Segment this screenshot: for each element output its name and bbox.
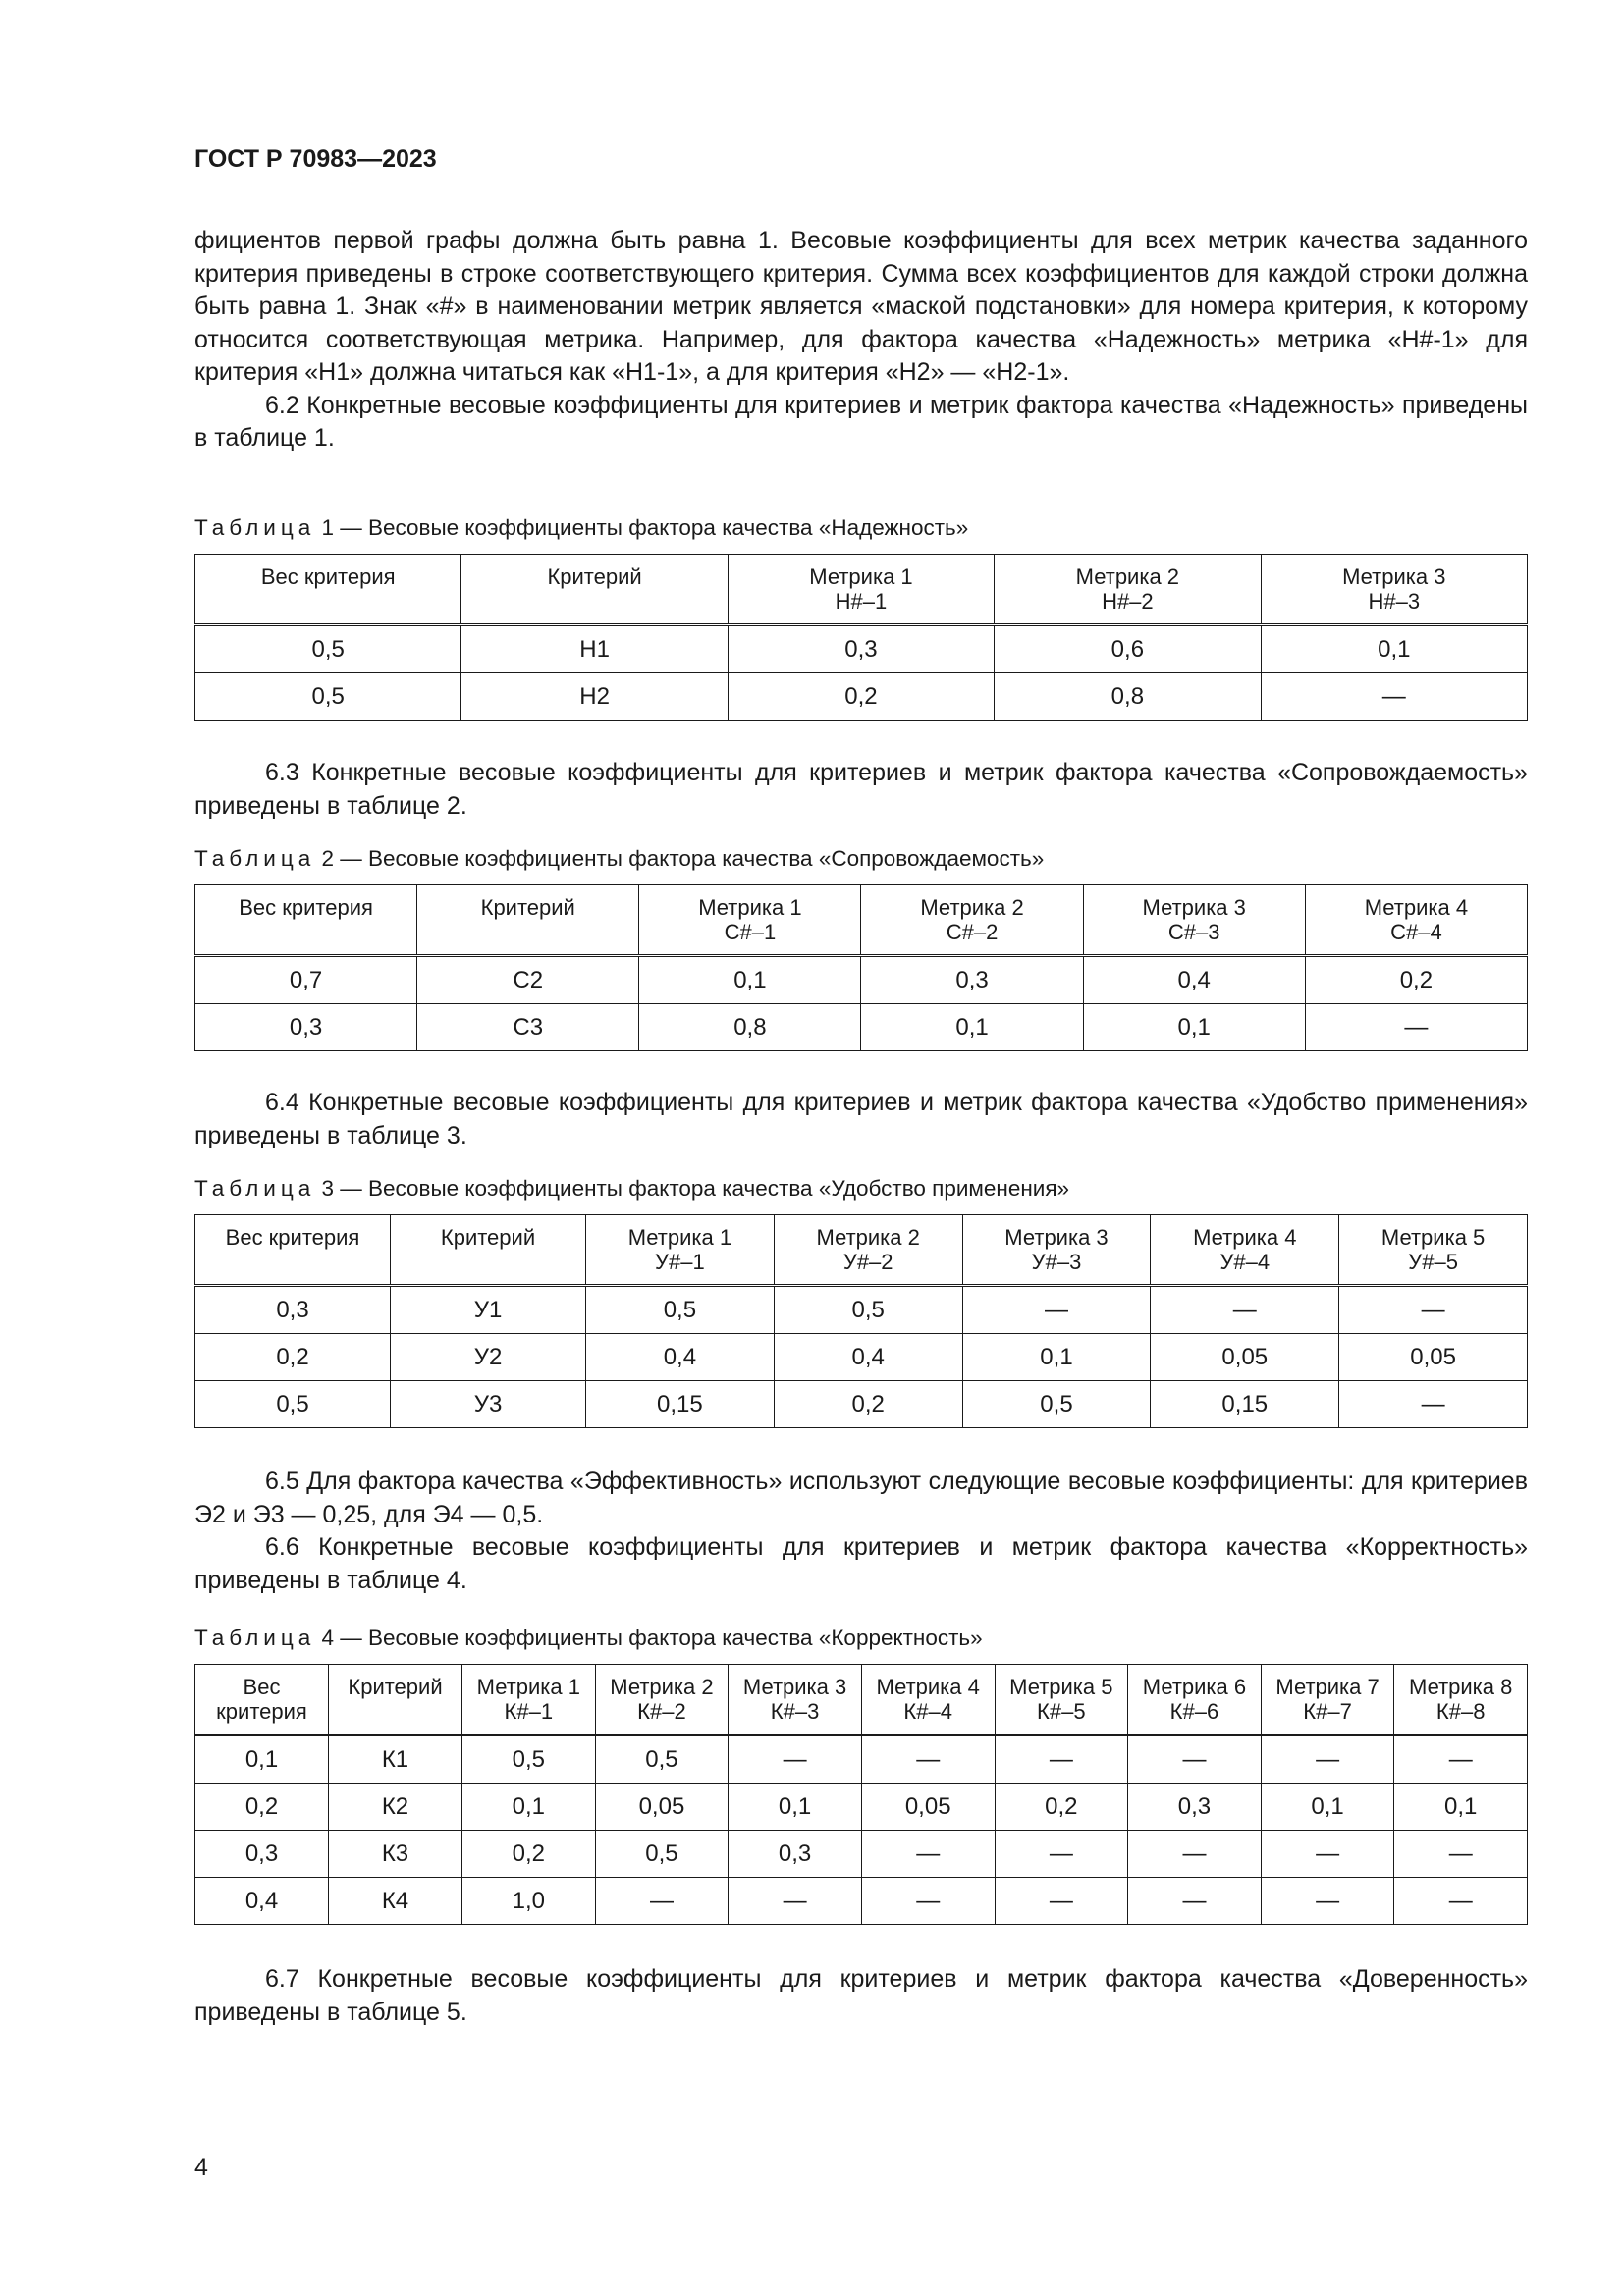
column-header-line-1: Метрика 2 — [920, 895, 1024, 920]
table-cell: — — [1339, 1286, 1528, 1334]
table-cell: 0,1 — [861, 1004, 1083, 1051]
table-cell: — — [1394, 1878, 1528, 1925]
table-cell: 0,2 — [728, 673, 994, 721]
table-cell: 0,5 — [595, 1735, 729, 1784]
column-header-line-1: Метрика 3 — [1142, 895, 1246, 920]
paragraph-6-5: 6.5 Для фактора качества «Эффективность» используют следующие весовые коэффициенты: для критериев Э2 и Э3 — 0,25, для Э4 — 0,5. — [194, 1468, 1528, 1528]
table-caption-text: 2 — Весовые коэффициенты фактора качества «Сопровождаемость» — [315, 846, 1045, 871]
table-cell: 0,1 — [195, 1735, 329, 1784]
table-row — [195, 625, 1528, 673]
column-header-line-1: Метрика 3 — [1004, 1225, 1109, 1250]
table-4 — [194, 1664, 1528, 1925]
table-cell: — — [995, 1878, 1128, 1925]
column-header-line-1: Метрика 7 — [1275, 1675, 1380, 1699]
column-header-line-2: С#–2 — [946, 920, 999, 944]
table-cell: 0,2 — [1305, 956, 1527, 1004]
table-caption-text: 4 — Весовые коэффициенты фактора качества «Корректность» — [315, 1626, 983, 1650]
table-cell: 0,3 — [728, 625, 994, 673]
table-cell: К3 — [329, 1831, 462, 1878]
column-header-line-2: К#–8 — [1435, 1699, 1486, 1724]
table-cell: К2 — [329, 1784, 462, 1831]
table-row — [195, 1878, 1528, 1925]
table-cell: — — [1261, 1735, 1394, 1784]
table-cell: 0,5 — [195, 1381, 391, 1428]
table-cell: 0,3 — [861, 956, 1083, 1004]
table-caption-text: 3 — Весовые коэффициенты фактора качества «Удобство применения» — [315, 1176, 1070, 1201]
table-cell: 0,05 — [861, 1784, 995, 1831]
table-cell: У1 — [391, 1286, 586, 1334]
table-cell: 0,3 — [195, 1831, 329, 1878]
table-cell: — — [995, 1831, 1128, 1878]
table-2-caption — [194, 846, 1528, 872]
table-header-row — [195, 885, 1528, 956]
column-header — [1339, 1215, 1528, 1286]
table-cell: 0,1 — [1261, 625, 1527, 673]
column-header-line-2: У#–3 — [1031, 1250, 1082, 1274]
table-cell: У2 — [391, 1334, 586, 1381]
table-cell: 0,1 — [1083, 1004, 1305, 1051]
table-row — [195, 1334, 1528, 1381]
column-header — [586, 1215, 775, 1286]
table-3-caption — [194, 1176, 1528, 1201]
paragraph-6-3-block — [194, 757, 1528, 823]
table-cell: С2 — [417, 956, 639, 1004]
column-header-line-1: Метрика 1 — [476, 1675, 580, 1699]
column-header — [1151, 1215, 1339, 1286]
column-header-line-1: Метрика 4 — [1193, 1225, 1297, 1250]
column-header — [639, 885, 861, 956]
paragraph-6-3: 6.3 Конкретные весовые коэффициенты для критериев и метрик фактора качества «Сопровождаемость» приведены в таблице 2. — [194, 759, 1528, 820]
table-cell: 0,1 — [1394, 1784, 1528, 1831]
intro-continuation: фициентов первой графы должна быть равна 1. Весовые коэффициенты для всех метрик качества заданного критерия приведены в строке соответствующего критерия. Сумма всех коэффициентов для каждой строки должна быть равна 1. Знак «#» в наименовании метрик является «маской подстановки» для номера критерия, к которому относится соответствующая метрика. Например, для фактора качества «Надежность» метрика «Н#-1» для критерия «Н1» должна читаться как «Н1-1», а для критерия «Н2» — «Н2-1». — [194, 227, 1528, 386]
table-row — [195, 1286, 1528, 1334]
column-header-line-1: Метрика 2 — [610, 1675, 714, 1699]
column-header-line-1: Вес критерия — [260, 564, 396, 589]
table-cell: 0,5 — [774, 1286, 962, 1334]
table-cell: — — [1151, 1286, 1339, 1334]
paragraph-6-2: 6.2 Конкретные весовые коэффициенты для критериев и метрик фактора качества «Надежность» приведены в таблице 1. — [194, 391, 1528, 452]
table-cell: — — [1128, 1735, 1262, 1784]
column-header-line-1: Метрика 1 — [698, 895, 802, 920]
table-caption-word: Таблица — [194, 846, 316, 871]
table-cell: 0,1 — [1261, 1784, 1394, 1831]
table-cell: — — [1128, 1831, 1262, 1878]
table-cell: 0,5 — [195, 625, 461, 673]
column-header — [417, 885, 639, 956]
column-header — [962, 1215, 1151, 1286]
column-header-line-1: Метрика 2 — [816, 1225, 920, 1250]
table-cell: — — [729, 1735, 862, 1784]
table-cell: — — [1305, 1004, 1527, 1051]
column-header-line-2: критерия — [216, 1699, 307, 1724]
column-header — [1305, 885, 1527, 956]
column-header-line-1: Метрика 5 — [1380, 1225, 1486, 1250]
column-header — [1261, 555, 1527, 625]
column-header-line-1: Метрика 5 — [1009, 1675, 1113, 1699]
intro-section — [194, 225, 1528, 455]
paragraph-6-4-block — [194, 1087, 1528, 1152]
column-header-line-1: Метрика 4 — [876, 1675, 980, 1699]
table-cell: 0,4 — [195, 1878, 329, 1925]
table-cell: 0,8 — [995, 673, 1261, 721]
table-cell: 0,2 — [195, 1334, 391, 1381]
column-header — [728, 555, 994, 625]
table-cell: — — [861, 1735, 995, 1784]
column-header-line-2: С#–1 — [724, 920, 777, 944]
table-cell: 0,3 — [195, 1004, 417, 1051]
column-header — [1394, 1665, 1528, 1735]
table-cell: 0,1 — [729, 1784, 862, 1831]
column-header — [1083, 885, 1305, 956]
column-header-line-1: Критерий — [547, 564, 642, 589]
table-cell: 0,15 — [1151, 1381, 1339, 1428]
table-cell: 0,15 — [586, 1381, 775, 1428]
column-header-line-2: У#–1 — [655, 1250, 705, 1274]
column-header-line-2: К#–6 — [1169, 1699, 1219, 1724]
column-header — [774, 1215, 962, 1286]
column-header-line-1: Метрика 3 — [1342, 564, 1446, 589]
table-cell: 0,3 — [1128, 1784, 1262, 1831]
column-header-line-1: Вес критерия — [239, 895, 373, 920]
table-cell: — — [1339, 1381, 1528, 1428]
table-cell: 0,2 — [195, 1784, 329, 1831]
table-cell: 0,1 — [462, 1784, 596, 1831]
table-cell: К1 — [329, 1735, 462, 1784]
table-cell: — — [1394, 1735, 1528, 1784]
column-header-line-1: Вес — [243, 1675, 281, 1699]
standard-header: ГОСТ Р 70983—2023 — [194, 145, 437, 173]
table-cell: У3 — [391, 1381, 586, 1428]
table-caption-word: Таблица — [194, 1176, 316, 1201]
table-2-block — [194, 846, 1528, 1051]
table-caption-word: Таблица — [194, 515, 316, 540]
table-cell: 0,4 — [586, 1334, 775, 1381]
paragraph-6-7-block — [194, 1963, 1528, 2029]
column-header-line-2: К#–1 — [504, 1699, 554, 1724]
column-header — [462, 1665, 596, 1735]
table-cell: К4 — [329, 1878, 462, 1925]
column-header-line-2: С#–3 — [1167, 920, 1220, 944]
column-header — [391, 1215, 586, 1286]
table-cell: 0,4 — [774, 1334, 962, 1381]
table-cell: — — [595, 1878, 729, 1925]
table-cell: — — [1394, 1831, 1528, 1878]
table-cell: Н1 — [461, 625, 728, 673]
column-header-line-1: Критерий — [348, 1675, 443, 1699]
table-cell: 0,2 — [774, 1381, 962, 1428]
column-header-line-1: Вес критерия — [225, 1225, 360, 1250]
table-cell: — — [729, 1878, 862, 1925]
column-header-line-1: Метрика 4 — [1364, 895, 1469, 920]
column-header-line-1: Метрика 8 — [1409, 1675, 1513, 1699]
table-4-block — [194, 1626, 1528, 1925]
column-header — [195, 555, 461, 625]
table-header-row — [195, 1215, 1528, 1286]
table-header-row — [195, 555, 1528, 625]
paragraph-6-4: 6.4 Конкретные весовые коэффициенты для критериев и метрик фактора качества «Удобство применения» приведены в таблице 3. — [194, 1089, 1528, 1149]
table-cell: — — [861, 1831, 995, 1878]
table-cell: — — [962, 1286, 1151, 1334]
column-header — [995, 1665, 1128, 1735]
table-cell: 0,05 — [595, 1784, 729, 1831]
table-cell: 0,7 — [195, 956, 417, 1004]
table-cell: — — [1261, 1831, 1394, 1878]
table-cell: 0,2 — [995, 1784, 1128, 1831]
column-header — [195, 1665, 329, 1735]
table-caption-text: 1 — Весовые коэффициенты фактора качества «Надежность» — [315, 515, 969, 540]
table-cell: — — [1261, 673, 1527, 721]
page-number: 4 — [194, 2154, 208, 2181]
table-cell: 0,1 — [639, 956, 861, 1004]
table-2 — [194, 884, 1528, 1051]
table-cell: Н2 — [461, 673, 728, 721]
table-3-block — [194, 1176, 1528, 1428]
column-header — [861, 885, 1083, 956]
table-row — [195, 673, 1528, 721]
table-cell: 0,5 — [595, 1831, 729, 1878]
column-header-line-2: К#–3 — [770, 1699, 820, 1724]
column-header — [1128, 1665, 1262, 1735]
table-1-caption — [194, 515, 1528, 541]
table-header-row — [195, 1665, 1528, 1735]
column-header-line-2: У#–4 — [1219, 1250, 1271, 1274]
table-cell: 0,2 — [462, 1831, 596, 1878]
column-header-line-1: Метрика 3 — [742, 1675, 847, 1699]
table-row — [195, 1735, 1528, 1784]
table-cell: — — [1128, 1878, 1262, 1925]
table-cell: — — [995, 1735, 1128, 1784]
table-cell: 0,1 — [962, 1334, 1151, 1381]
table-cell: 0,4 — [1083, 956, 1305, 1004]
table-cell: 0,05 — [1339, 1334, 1528, 1381]
column-header-line-1: Метрика 1 — [809, 564, 913, 589]
table-cell: 0,5 — [962, 1381, 1151, 1428]
column-header — [329, 1665, 462, 1735]
column-header — [195, 885, 417, 956]
column-header-line-2: Н#–1 — [835, 589, 888, 614]
column-header-line-2: Н#–2 — [1102, 589, 1154, 614]
table-cell: 0,3 — [195, 1286, 391, 1334]
paragraph-6-7: 6.7 Конкретные весовые коэффициенты для критериев и метрик фактора качества «Доверенность» приведены в таблице 5. — [194, 1965, 1528, 2026]
paragraph-6-6: 6.6 Конкретные весовые коэффициенты для критериев и метрик фактора качества «Корректность» приведены в таблице 4. — [194, 1533, 1528, 1594]
table-caption-word: Таблица — [194, 1626, 316, 1650]
column-header-line-2: Н#–3 — [1368, 589, 1421, 614]
column-header — [729, 1665, 862, 1735]
table-4-caption — [194, 1626, 1528, 1651]
table-1 — [194, 554, 1528, 721]
table-row — [195, 1004, 1528, 1051]
table-cell: 0,5 — [195, 673, 461, 721]
column-header-line-1: Метрика 1 — [627, 1225, 732, 1250]
column-header-line-2: У#–2 — [842, 1250, 893, 1274]
column-header — [995, 555, 1261, 625]
table-cell: — — [861, 1878, 995, 1925]
column-header — [1261, 1665, 1394, 1735]
table-cell: 1,0 — [462, 1878, 596, 1925]
column-header-line-1: Метрика 2 — [1075, 564, 1180, 589]
table-cell: — — [1261, 1878, 1394, 1925]
table-row — [195, 1831, 1528, 1878]
column-header-line-2: С#–4 — [1390, 920, 1442, 944]
column-header — [861, 1665, 995, 1735]
table-cell: 0,3 — [729, 1831, 862, 1878]
column-header — [461, 555, 728, 625]
column-header-line-1: Метрика 6 — [1142, 1675, 1247, 1699]
column-header — [195, 1215, 391, 1286]
column-header-line-1: Критерий — [440, 1225, 536, 1250]
table-cell: 0,05 — [1151, 1334, 1339, 1381]
column-header-line-2: К#–2 — [637, 1699, 686, 1724]
table-cell: 0,6 — [995, 625, 1261, 673]
table-row — [195, 956, 1528, 1004]
column-header-line-2: К#–7 — [1303, 1699, 1352, 1724]
column-header-line-1: Критерий — [480, 895, 575, 920]
table-cell: 0,8 — [639, 1004, 861, 1051]
column-header-line-2: К#–5 — [1037, 1699, 1086, 1724]
table-3 — [194, 1214, 1528, 1428]
table-1-block — [194, 515, 1528, 721]
table-cell: 0,5 — [586, 1286, 775, 1334]
table-row — [195, 1381, 1528, 1428]
column-header-line-2: У#–5 — [1408, 1250, 1458, 1274]
paragraph-6-5-6-block — [194, 1466, 1528, 1597]
table-cell: 0,5 — [462, 1735, 596, 1784]
column-header — [595, 1665, 729, 1735]
table-row — [195, 1784, 1528, 1831]
table-cell: С3 — [417, 1004, 639, 1051]
column-header-line-2: К#–4 — [903, 1699, 952, 1724]
